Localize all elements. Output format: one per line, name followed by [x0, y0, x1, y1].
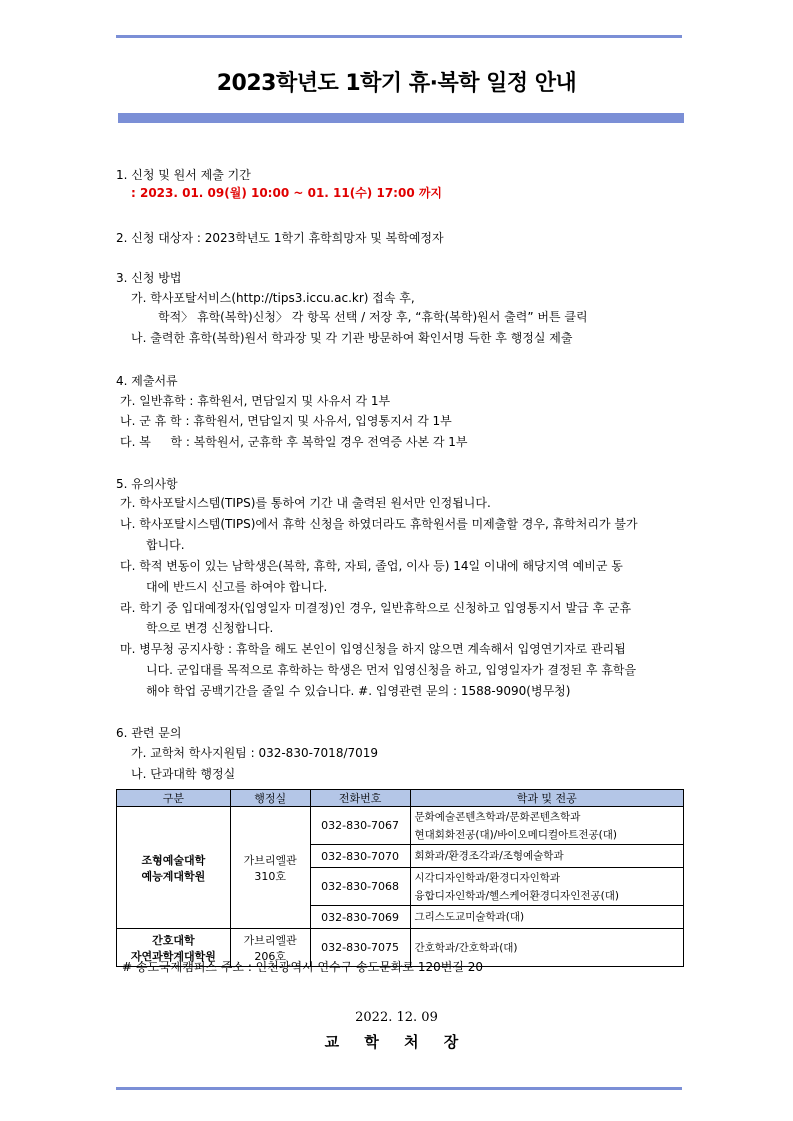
header-category: 구분 — [117, 790, 231, 807]
issuer-title: 교 학 처 장 — [324, 1033, 469, 1051]
table-header-row — [117, 790, 684, 807]
section-3-heading: 3. 신청 방법 — [116, 271, 182, 285]
dept-line: 현대회화전공(대)/바이오메디컬아트전공(대) — [414, 828, 618, 841]
phone-cell: 032-830-7070 — [310, 845, 410, 868]
college-cell — [117, 807, 231, 929]
dept-line: 시각디자인학과/환경디자인학과 — [414, 871, 561, 884]
office-room: 206호 — [254, 949, 287, 963]
notice-line: 대에 반드시 신고를 하여야 합니다. — [146, 580, 328, 594]
bottom-rule — [116, 1087, 682, 1090]
contact-item-a: 가. 교학처 학사지원팀 : 032-830-7018/7019 — [131, 746, 379, 760]
dept-line: 융합디자인학과/헬스케어환경디자인전공(대) — [414, 889, 619, 902]
notice-line: 가. 학사포탈시스템(TIPS)를 통하여 기간 내 출력된 원서만 인정됩니다. — [120, 496, 491, 510]
dept-cell — [410, 906, 683, 929]
method-item-b: 나. 출력한 휴학(복학)원서 학과장 및 각 기관 방문하여 확인서명 득한 후 행정실 제출 — [131, 331, 573, 345]
contact-item-b: 나. 단과대학 행정실 — [131, 767, 236, 781]
dept-line: 회화과/환경조각과/조형예술학과 — [414, 850, 564, 862]
address-note: # 송도국제캠퍼스 주소 : 인천광역시 연수구 송도문화로 120번길 20 — [122, 960, 483, 974]
phone-cell: 032-830-7067 — [310, 807, 410, 845]
header-department: 학과 및 전공 — [410, 790, 683, 807]
office-room: 310호 — [254, 869, 287, 883]
section-1-heading: 1. 신청 및 원서 제출 기간 — [116, 168, 251, 182]
section-4-heading: 4. 제출서류 — [116, 374, 178, 388]
phone-cell: 032-830-7068 — [310, 868, 410, 906]
notice-line: 마. 병무청 공지사항 : 휴학을 해도 본인이 입영신청을 하지 않으면 계속해서 입영연기자로 관리됩 — [120, 642, 626, 656]
docs-item-c: 다. 복 학 : 복학원서, 군휴학 후 복학일 경우 전역증 사본 각 1부 — [120, 435, 468, 449]
office-cell — [230, 807, 310, 929]
notice-line: 라. 학기 중 입대예정자(입영일자 미결정)인 경우, 일반휴학으로 신청하고 입영통지서 발급 후 군휴 — [120, 601, 632, 615]
notice-line: 니다. 군입대를 목적으로 휴학하는 학생은 먼저 입영신청을 하고, 입영일자가 결정된 후 휴학을 — [146, 663, 637, 677]
dept-line: 그리스도교미술학과(대) — [414, 911, 525, 923]
issue-date: 2022. 12. 09 — [355, 1010, 438, 1025]
dept-cell — [410, 807, 683, 845]
top-rule — [116, 35, 682, 38]
office-building: 가브리엘관 — [243, 933, 297, 947]
method-item-a: 가. 학사포탈서비스(http://tips3.iccu.ac.kr) 접속 후, — [131, 291, 415, 305]
contact-table — [116, 789, 684, 967]
notice-line: 다. 학적 변동이 있는 남학생은(복학, 휴학, 자퇴, 졸업, 이사 등) 14일 이내에 해당지역 예비군 동 — [120, 559, 623, 573]
college-name: 간호대학 — [152, 933, 195, 947]
notice-line: 나. 학사포탈시스템(TIPS)에서 휴학 신청을 하였더라도 휴학원서를 미제출할 경우, 휴학처리가 불가 — [120, 517, 638, 531]
section-2-heading: 2. 신청 대상자 : 2023학년도 1학기 휴학희망자 및 복학예정자 — [116, 231, 444, 245]
application-period: : 2023. 01. 09(월) 10:00 ~ 01. 11(수) 17:00 까지 — [131, 186, 443, 200]
dept-cell — [410, 868, 683, 906]
dept-line: 문화예술콘텐츠학과/문화콘텐츠학과 — [414, 810, 581, 823]
method-item-a-cont: 학적〉 휴학(복학)신청〉 각 항목 선택 / 저장 후, “휴학(복학)원서 출력” 버튼 클릭 — [158, 310, 588, 324]
section-6-heading: 6. 관련 문의 — [116, 726, 182, 740]
dept-cell — [410, 845, 683, 868]
dept-cell: 간호학과/간호학과(대) — [410, 929, 683, 967]
phone-cell: 032-830-7069 — [310, 906, 410, 929]
college-name: 예능계대학원 — [141, 869, 206, 883]
header-office: 행정실 — [230, 790, 310, 807]
notice-line: 합니다. — [146, 538, 185, 552]
college-name: 자연과학계대학원 — [130, 949, 216, 963]
table-row — [117, 807, 684, 845]
office-building: 가브리엘관 — [243, 853, 297, 867]
notice-line: 해야 학업 공백기간을 줄일 수 있습니다. #. 입영관련 문의 : 1588-9090(병무청) — [146, 684, 571, 698]
title-underline-bar — [118, 113, 684, 123]
notice-line: 학으로 변경 신청합니다. — [146, 621, 274, 635]
docs-item-a: 가. 일반휴학 : 휴학원서, 면담일지 및 사유서 각 1부 — [120, 394, 391, 408]
page-title: 2023학년도 1학기 휴·복학 일정 안내 — [216, 71, 577, 96]
header-phone: 전화번호 — [310, 790, 410, 807]
college-name: 조형예술대학 — [141, 853, 206, 867]
docs-item-b: 나. 군 휴 학 : 휴학원서, 면담일지 및 사유서, 입영통지서 각 1부 — [120, 414, 452, 428]
phone-cell: 032-830-7075 — [310, 929, 410, 967]
section-5-heading: 5. 유의사항 — [116, 477, 178, 491]
